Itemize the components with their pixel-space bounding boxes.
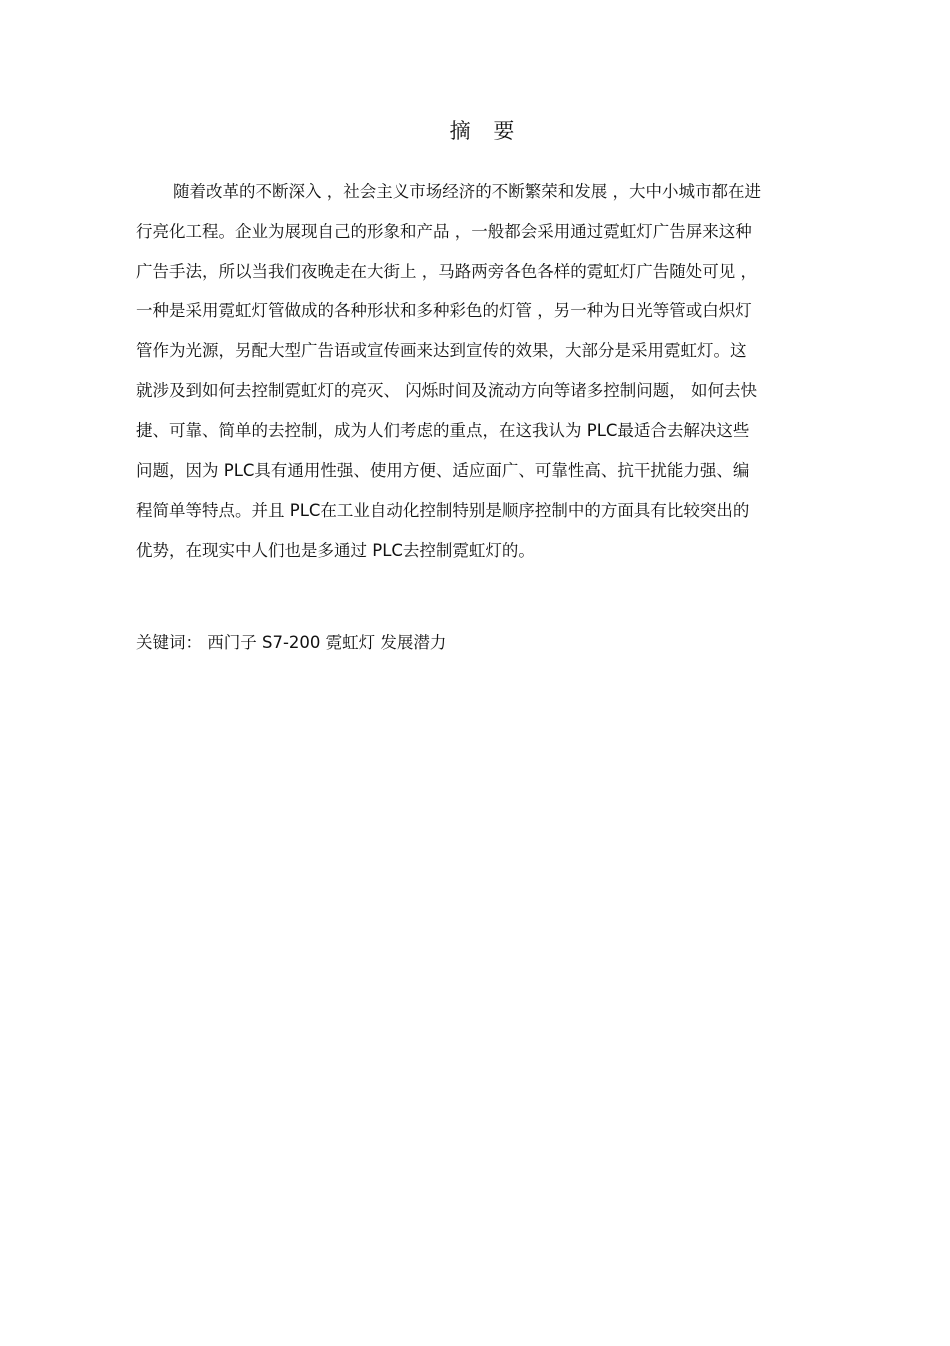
abstract-line: 一种是采用霓虹灯管做成的各种形状和多种彩色的灯管 ，另一种为日光等管或白炽灯 (136, 301, 752, 320)
abstract-line: 行亮化工程。企业为展现自己的形象和产品 ，一般都会采用通过霓虹灯广告屏来这种 (136, 222, 752, 241)
abstract-line: 管作为光源，另配大型广告语或宣传画来达到宣传的效果，大部分是采用霓虹灯。这 (136, 341, 747, 360)
abstract-line: 捷、可靠、简单的去控制，成为人们考虑的重点，在这我认为 PLC最适合去解决这些 (136, 421, 750, 440)
abstract-line: 随着改革的不断深入 ，社会主义市场经济的不断繁荣和发展 ，大中小城市都在进 (173, 182, 761, 201)
keywords-line: 关键词： 西门子 S7-200 霓虹灯 发展潜力 (136, 633, 447, 652)
abstract-line: 广告手法，所以当我们夜晚走在大街上 ，马路两旁各色各样的霓虹灯广告随处可见 ， (136, 262, 757, 281)
abstract-line: 问题，因为 PLC具有通用性强、使用方便、适应面广、可靠性高、抗干扰能力强、编 (136, 461, 750, 480)
abstract-title: 摘 要 (449, 119, 523, 143)
abstract-line: 程简单等特点。并且 PLC在工业自动化控制特别是顺序控制中的方面具有比较突出的 (136, 501, 750, 520)
abstract-line: 优势，在现实中人们也是多通过 PLC去控制霓虹灯的。 (136, 541, 535, 560)
abstract-line: 就涉及到如何去控制霓虹灯的亮灭、 闪烁时间及流动方向等诸多控制问题， 如何去快 (136, 381, 757, 400)
